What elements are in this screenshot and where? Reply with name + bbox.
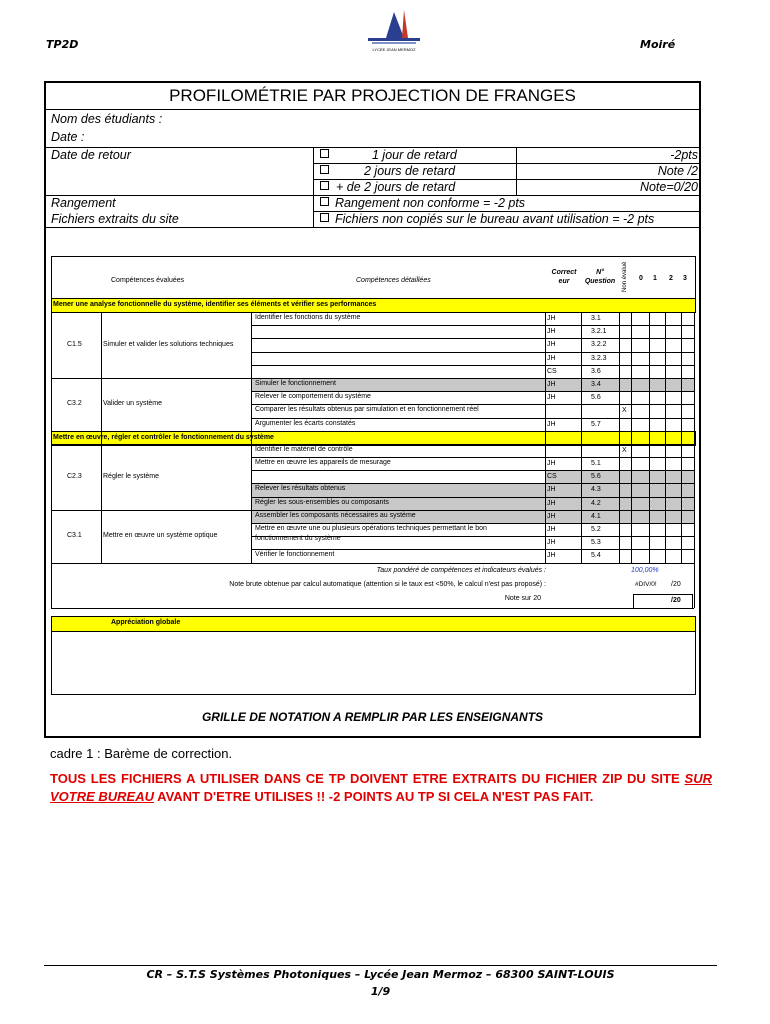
group-code: C3.1	[67, 532, 82, 540]
grid-line	[101, 312, 102, 563]
tidy-option[interactable]	[320, 196, 525, 210]
row-question: 3.2.3	[591, 354, 607, 362]
grid-line	[51, 312, 52, 563]
row-corrector: CS	[547, 367, 557, 375]
row-detail: Mettre en œuvre une ou plusieurs opérations techniques permettant le bon fonctionnement du système	[255, 525, 487, 542]
row-detail: Mettre en œuvre les appareils de mesurage	[255, 459, 391, 466]
row-question: 4.3	[591, 486, 601, 494]
row-corrector: JH	[547, 381, 556, 388]
grid-line	[694, 312, 695, 563]
grid-line	[631, 312, 632, 563]
files-label: Fichiers extraits du site	[51, 212, 179, 226]
grid-line	[51, 444, 251, 445]
section-1-label: Mener une analyse fonctionnelle du système, identifier ses éléments et vérifier ses performances	[53, 301, 377, 308]
grid-line	[251, 338, 694, 339]
tidy-label: Rangement	[51, 196, 116, 210]
row-not-evaluated: X	[622, 446, 627, 454]
warning-text	[50, 770, 712, 806]
group-label: Régler le système	[103, 472, 160, 480]
grid-line	[251, 536, 694, 537]
row-corrector: JH	[547, 486, 556, 494]
grading-grid	[51, 256, 694, 694]
row-question: 5.4	[591, 552, 601, 560]
grid-line	[581, 312, 582, 563]
row-question: 3.1	[591, 315, 601, 322]
row-detail: Relever les résultats obtenus	[255, 485, 346, 493]
grid-line	[251, 312, 252, 563]
header-left: TP2D	[46, 38, 79, 51]
checkbox-icon[interactable]	[320, 197, 329, 206]
checkbox-icon[interactable]	[320, 165, 329, 174]
row-corrector: JH	[547, 328, 556, 336]
rate-value: 100,00%	[631, 566, 659, 574]
late-1-day-label: 1 jour de retard	[372, 148, 457, 162]
row-detail: Identifier les fonctions du système	[255, 314, 361, 321]
row-corrector: JH	[547, 394, 556, 402]
grid-line	[51, 312, 251, 313]
footer-line: CR – S.T.S Systèmes Photoniques – Lycée Jean Mermoz – 68300 SAINT-LOUIS	[146, 968, 615, 981]
row-question: 3.6	[591, 367, 601, 375]
grid-footer: GRILLE DE NOTATION A REMPLIR PAR LES ENSEIGNANTS	[201, 710, 544, 724]
row-question: 3.2.1	[591, 328, 607, 336]
row-question	[591, 445, 615, 456]
row-question: 3.2.2	[591, 341, 607, 349]
row-corrector	[547, 405, 577, 416]
late-1-day-option[interactable]	[320, 148, 335, 162]
grid-line	[51, 563, 52, 608]
late-1-day-points: -2pts	[670, 148, 698, 162]
warning-part-1: TOUS LES FICHIERS A UTILISER DANS CE TP DOIVENT ETRE EXTRAITS DU FICHIER ZIP DU SITE	[50, 771, 685, 786]
header-score-3: 3	[683, 275, 687, 282]
row-corrector	[547, 445, 577, 456]
row-question: 3.4	[591, 381, 601, 388]
row-detail: Vérifier le fonctionnement	[255, 551, 335, 559]
final-label: Note sur 20	[504, 594, 541, 602]
checkbox-icon[interactable]	[320, 149, 329, 158]
footer-page: 1/9	[370, 985, 391, 998]
grid-line	[649, 312, 650, 563]
row-corrector: JH	[547, 499, 556, 507]
section-2-label: Mettre en œuvre, régler et contrôler le fonctionnement du système	[53, 433, 274, 441]
row-question: 5.2	[591, 526, 601, 533]
header-detail: Compétences détaillées	[356, 277, 431, 284]
group-label: Mettre en œuvre un système optique	[103, 532, 218, 540]
grid-line	[251, 470, 694, 471]
header-score-1: 1	[653, 275, 657, 282]
row-question: 4.2	[591, 499, 601, 507]
final-max: /20	[671, 596, 681, 604]
logo-text: LYCÉE JEAN MERMOZ	[372, 47, 416, 52]
row-question: 5.3	[591, 539, 601, 547]
tidy-penalty-label: Rangement non conforme = -2 pts	[335, 196, 526, 210]
row-detail: Comparer les résultats obtenus par simulation et en fonctionnement réel	[255, 406, 479, 414]
checkbox-icon[interactable]	[320, 181, 329, 190]
grid-line	[51, 563, 694, 564]
row-corrector: JH	[547, 420, 556, 428]
raw-value: #DIV/0!	[635, 580, 657, 588]
header-not-evaluated: Non évalué	[622, 261, 628, 292]
row-detail: Argumenter les écarts constatés	[255, 419, 356, 427]
row-question: 4.1	[591, 512, 601, 520]
row-corrector: JH	[547, 460, 556, 467]
late-more-option[interactable]	[320, 180, 335, 194]
group-code: C1.5	[67, 341, 82, 348]
row-detail: Simuler le fonctionnement	[255, 380, 336, 387]
raw-label: Note brute obtenue par calcul automatique (attention si le taux est <50%, le calcul n'est pas proposé) :	[229, 580, 546, 588]
raw-max: /20	[671, 580, 681, 588]
row-corrector: JH	[547, 315, 556, 322]
header-corrector: Correct eur	[551, 269, 577, 285]
row-corrector: JH	[547, 552, 556, 560]
late-more-label: + de 2 jours de retard	[336, 180, 456, 194]
row-detail: Identifier le matériel de contrôle	[255, 445, 353, 453]
appreciation-area	[51, 630, 696, 695]
warning-part-2: AVANT D'ETRE UTILISES !! -2 POINTS AU TP SI CELA N'EST PAS FAIT.	[154, 789, 594, 804]
page-title: PROFILOMÉTRIE PAR PROJECTION DE FRANGES	[169, 86, 576, 105]
grid-line	[665, 312, 666, 563]
row-corrector: JH	[547, 526, 556, 533]
row-corrector: JH	[547, 539, 556, 547]
row-corrector: JH	[547, 512, 556, 520]
grid-line	[51, 510, 251, 511]
grid-line	[51, 608, 694, 609]
group-label: Simuler et valider les solutions techniques	[103, 341, 234, 348]
grid-line	[251, 325, 694, 326]
row-question: 5.6	[591, 473, 601, 481]
late-2-days-option[interactable]	[320, 164, 335, 178]
group-code: C3.2	[67, 400, 82, 408]
files-penalty-label: Fichiers non copiés sur le bureau avant utilisation = -2 pts	[335, 212, 655, 226]
grid-line	[681, 312, 682, 563]
header-score-2: 2	[669, 275, 673, 282]
warning-underlined: SUR VOTRE BUREAU	[50, 771, 712, 804]
row-detail: Relever le comportement du système	[255, 393, 371, 401]
grid-line	[545, 312, 546, 563]
row-question: 5.6	[591, 394, 601, 402]
grid-line	[694, 563, 695, 608]
grid-line	[619, 312, 620, 563]
grid-line	[51, 378, 251, 379]
header-right: Moiré	[640, 38, 676, 51]
late-more-points: Note=0/20	[639, 180, 698, 194]
header-score-0: 0	[639, 275, 643, 282]
files-option[interactable]	[320, 212, 654, 226]
date-label: Date :	[51, 130, 85, 144]
row-question	[591, 405, 615, 416]
header-comp: Compétences évaluées	[111, 277, 185, 284]
checkbox-icon[interactable]	[320, 213, 329, 222]
row-corrector: CS	[547, 473, 557, 481]
row-question: 5.1	[591, 460, 601, 467]
caption: cadre 1 : Barème de correction.	[50, 746, 233, 761]
grid-line	[251, 365, 694, 366]
students-label: Nom des étudiants :	[51, 112, 163, 126]
rate-label: Taux pondéré de compétences et indicateurs évalués :	[376, 566, 546, 574]
row-detail: Régler les sous-ensembles ou composants	[255, 498, 389, 506]
group-code: C2.3	[67, 472, 82, 480]
row-corrector: JH	[547, 341, 556, 349]
appreciation-label: Appréciation globale	[111, 618, 181, 626]
row-detail: Assembler les composants nécessaires au système	[255, 511, 416, 519]
row-not-evaluated: X	[622, 407, 627, 415]
return-date-label: Date de retour	[51, 148, 131, 162]
grid-line	[251, 352, 694, 353]
row-question: 5.7	[591, 420, 601, 428]
group-label: Valider un système	[103, 400, 163, 408]
row-corrector: JH	[547, 354, 556, 362]
school-logo	[364, 8, 424, 54]
late-2-days-label: 2 jours de retard	[364, 164, 456, 178]
late-2-days-points: Note /2	[657, 164, 698, 178]
header-question: N° Question	[584, 269, 616, 285]
